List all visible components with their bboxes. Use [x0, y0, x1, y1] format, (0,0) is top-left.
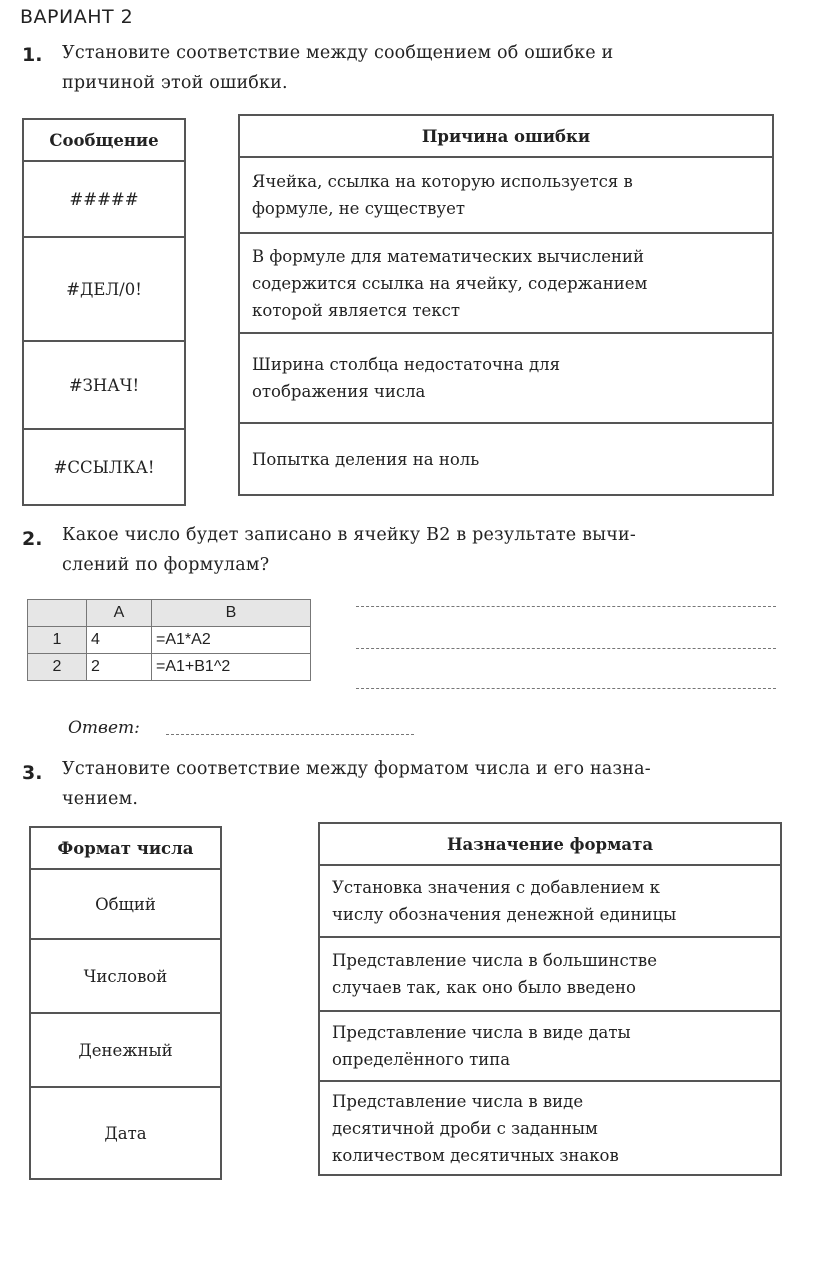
- q2-answer-line: [166, 734, 414, 735]
- q1-reason-3: [239, 333, 773, 423]
- q2-cell-a1: 4: [87, 627, 152, 654]
- question-1-text: [62, 38, 613, 98]
- question-3-line-2: чением.: [62, 789, 139, 809]
- q2-col-header-b: B: [152, 600, 311, 627]
- q1-reasons-table: [238, 114, 774, 496]
- q3-purpose-3-line-1: Представление числа в виде даты: [332, 1023, 631, 1042]
- q2-cell-b2: =A1+B1^2: [152, 654, 311, 681]
- question-2-text: [62, 520, 636, 580]
- q3-format-4: Дата: [30, 1087, 221, 1179]
- q2-cell-b1: =A1*A2: [152, 627, 311, 654]
- q3-purpose-1-line-2: числу обозначения денежной единицы: [332, 905, 677, 924]
- q3-purpose-2-line-1: Представление числа в большинстве: [332, 951, 657, 970]
- question-3-number: 3.: [22, 762, 43, 784]
- q3-format-3: Денежный: [30, 1013, 221, 1087]
- q3-formats-table: [29, 826, 222, 1180]
- q3-purpose-3: [319, 1011, 781, 1081]
- q2-work-line-3: [356, 688, 776, 689]
- question-1-line-1: Установите соответствие между сообщением об ошибке и: [62, 43, 614, 63]
- q1-reason-2-line-1: В формуле для математических вычислений: [252, 246, 645, 266]
- variant-title: ВАРИАНТ 2: [20, 6, 134, 28]
- q3-purpose-4-line-3: количеством десятичных знаков: [332, 1145, 619, 1165]
- question-3-line-1: Установите соответствие между форматом числа и его назна-: [62, 759, 651, 779]
- q1-reason-1: [239, 157, 773, 233]
- q1-reason-3-line-1: Ширина столбца недостаточна для: [252, 355, 561, 374]
- q3-purpose-4-line-2: десятичной дроби с заданным: [332, 1118, 598, 1138]
- q1-reason-1-line-2: формуле, не существует: [252, 199, 466, 218]
- q2-work-line-1: [356, 606, 776, 607]
- q3-purpose-3-line-2: определённого типа: [332, 1050, 511, 1069]
- q1-reason-1-line-1: Ячейка, ссылка на которую используется в: [252, 172, 633, 191]
- q3-purpose-2: [319, 937, 781, 1011]
- question-1-line-2: причиной этой ошибки.: [62, 73, 288, 93]
- q3-formats-header: Формат числа: [30, 827, 221, 869]
- q1-messages-header: Сообщение: [23, 119, 185, 161]
- q2-work-line-2: [356, 648, 776, 649]
- q3-purposes-table: [318, 822, 782, 1176]
- q2-cell-a2: 2: [87, 654, 152, 681]
- q2-answer-label: Ответ:: [68, 718, 140, 738]
- q2-spreadsheet: [27, 599, 311, 681]
- question-2-line-1: Какое число будет записано в ячейку В2 в результате вычи-: [62, 525, 637, 545]
- q1-reason-2-line-3: которой является текст: [252, 300, 460, 320]
- q1-reason-2: [239, 233, 773, 333]
- q2-row-header-2: 2: [28, 654, 87, 681]
- q3-purpose-1: [319, 865, 781, 937]
- question-2-number: 2.: [22, 528, 43, 550]
- q3-format-2: Числовой: [30, 939, 221, 1013]
- q1-message-1: #####: [23, 161, 185, 237]
- q1-reason-2-line-2: содержится ссылка на ячейку, содержанием: [252, 273, 648, 293]
- q2-col-header-a: A: [87, 600, 152, 627]
- q2-corner-cell: [28, 600, 87, 627]
- q3-purpose-1-line-1: Установка значения с добавлением к: [332, 878, 660, 897]
- q3-format-1: Общий: [30, 869, 221, 939]
- q1-reason-3-line-2: отображения числа: [252, 382, 426, 401]
- question-1-number: 1.: [22, 44, 43, 66]
- q1-message-4: #ССЫЛКА!: [23, 429, 185, 505]
- question-3-text: [62, 754, 651, 814]
- question-2-line-2: слений по формулам?: [62, 555, 270, 575]
- q1-messages-table: [22, 118, 186, 506]
- q1-reasons-header: Причина ошибки: [239, 115, 773, 157]
- q3-purpose-2-line-2: случаев так, как оно было введено: [332, 978, 636, 997]
- q3-purpose-4: [319, 1081, 781, 1175]
- q3-purposes-header: Назначение формата: [319, 823, 781, 865]
- q1-message-2: #ДЕЛ/0!: [23, 237, 185, 341]
- q1-message-3: #ЗНАЧ!: [23, 341, 185, 429]
- q3-purpose-4-line-1: Представление числа в виде: [332, 1091, 584, 1111]
- q1-reason-4: Попытка деления на ноль: [239, 423, 773, 495]
- q2-row-header-1: 1: [28, 627, 87, 654]
